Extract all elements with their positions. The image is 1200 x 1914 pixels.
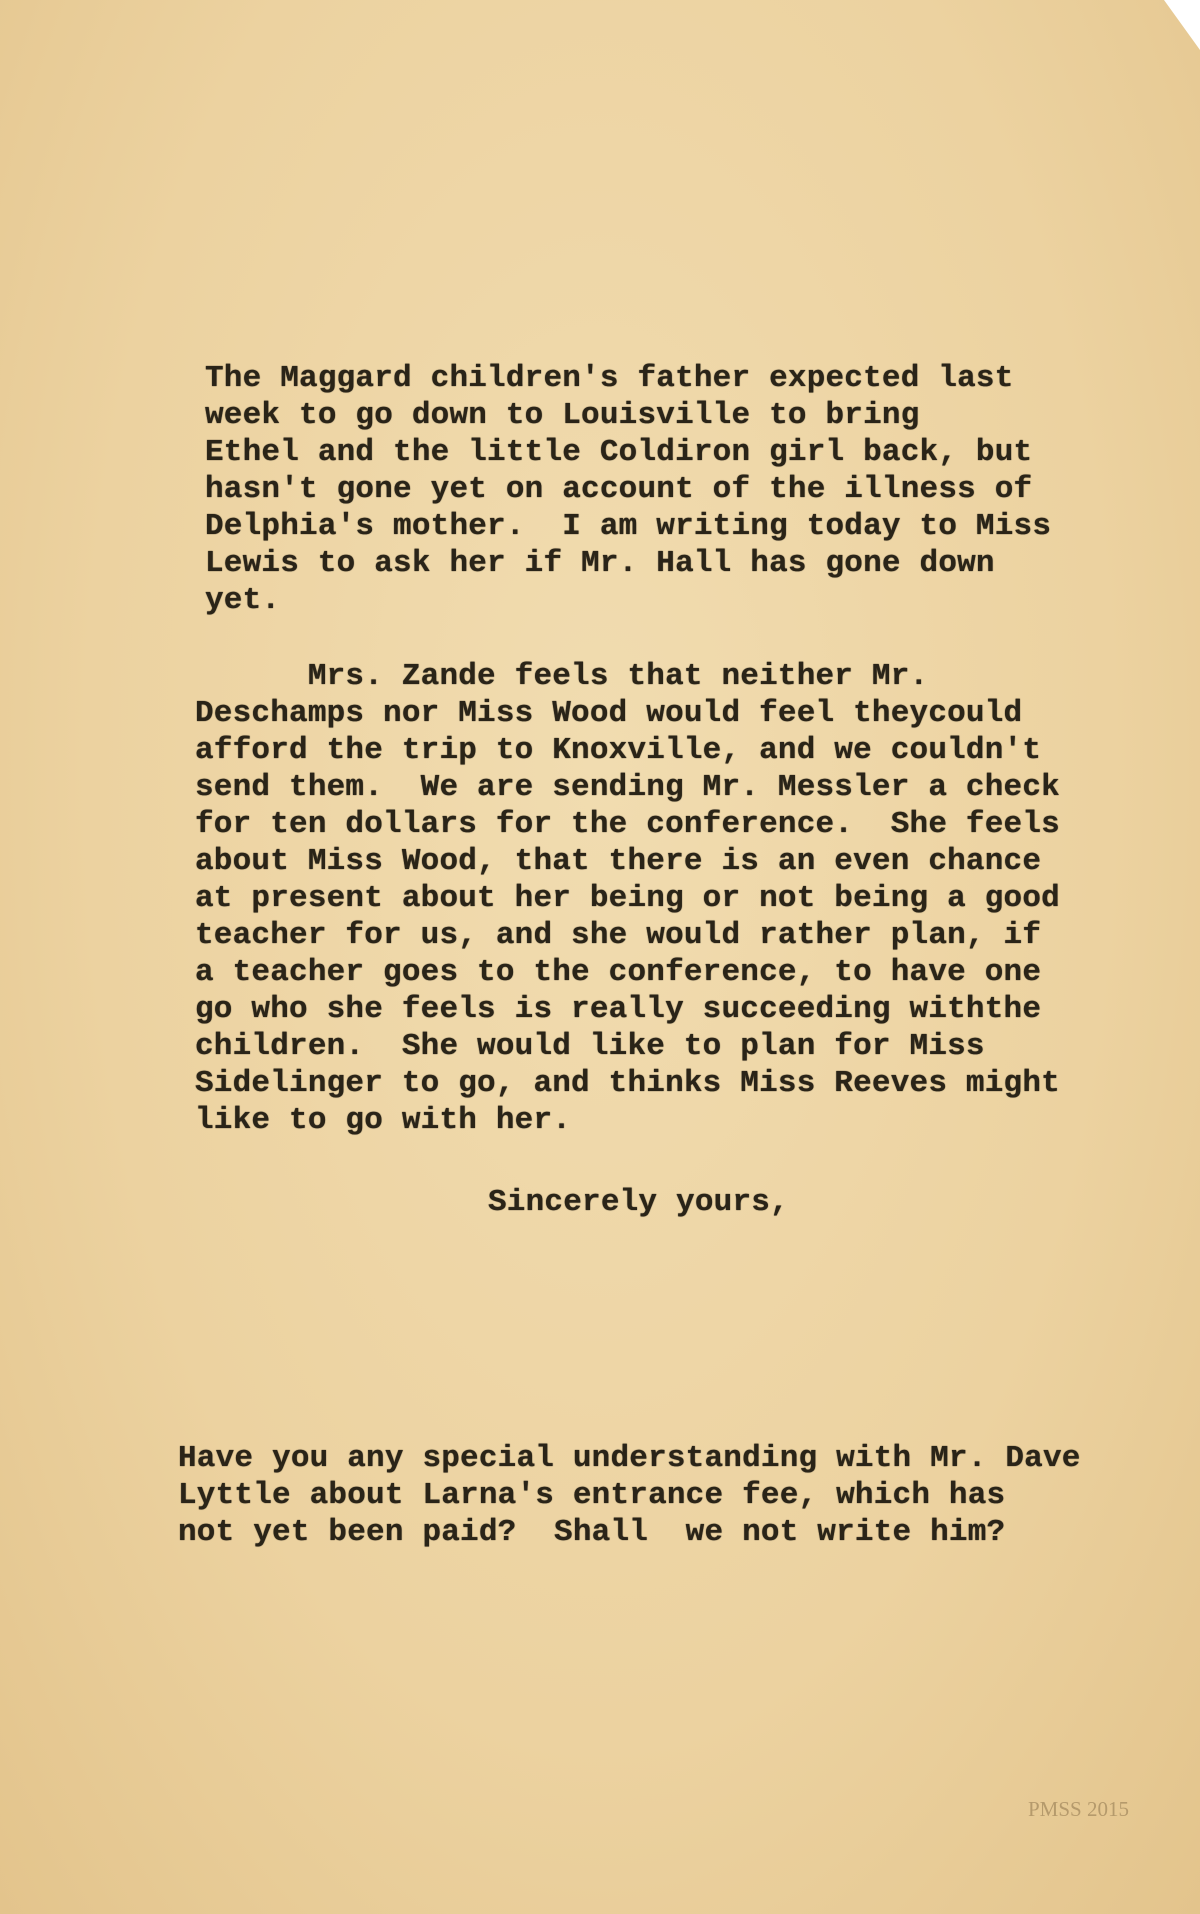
text-line: send them. We are sending Mr. Messler a check bbox=[195, 770, 1060, 805]
postscript bbox=[178, 1440, 1081, 1551]
text-line: Deschamps nor Miss Wood would feel theycould bbox=[195, 696, 1023, 731]
text-line: like to go with her. bbox=[195, 1103, 572, 1138]
text-line: hasn't gone yet on account of the illness of bbox=[205, 472, 1033, 507]
text-line: a teacher goes to the conference, to have one bbox=[195, 955, 1042, 990]
text-line: not yet been paid? Shall we not write him? bbox=[178, 1515, 1006, 1550]
text-line: go who she feels is really succeeding withthe bbox=[195, 992, 1042, 1027]
text-line: at present about her being or not being a good bbox=[195, 881, 1060, 916]
paragraph-1 bbox=[205, 360, 1051, 619]
text-line: yet. bbox=[205, 583, 281, 618]
text-line: about Miss Wood, that there is an even chance bbox=[195, 844, 1042, 879]
text-line: Delphia's mother. I am writing today to Miss bbox=[205, 509, 1052, 544]
text-line: children. She would like to plan for Miss bbox=[195, 1029, 985, 1064]
text-line: Lyttle about Larna's entrance fee, which has bbox=[178, 1478, 1006, 1513]
text-line: The Maggard children's father expected last bbox=[205, 361, 1014, 396]
text-line: Ethel and the little Coldiron girl back, but bbox=[205, 435, 1033, 470]
torn-corner bbox=[1140, 0, 1200, 50]
paragraph-2 bbox=[195, 658, 1060, 1139]
text-line: Mrs. Zande feels that neither Mr. bbox=[195, 659, 929, 694]
text-line: week to go down to Louisville to bring bbox=[205, 398, 920, 433]
text-line: Sidelinger to go, and thinks Miss Reeves might bbox=[195, 1066, 1060, 1101]
closing: Sincerely yours, bbox=[488, 1185, 789, 1220]
watermark: PMSS 2015 bbox=[1028, 1797, 1129, 1821]
text-line: teacher for us, and she would rather plan, if bbox=[195, 918, 1042, 953]
text-line: Have you any special understanding with Mr. Dave bbox=[178, 1441, 1081, 1476]
text-line: afford the trip to Knoxville, and we couldn't bbox=[195, 733, 1042, 768]
text-line: for ten dollars for the conference. She feels bbox=[195, 807, 1060, 842]
text-line: Lewis to ask her if Mr. Hall has gone down bbox=[205, 546, 995, 581]
